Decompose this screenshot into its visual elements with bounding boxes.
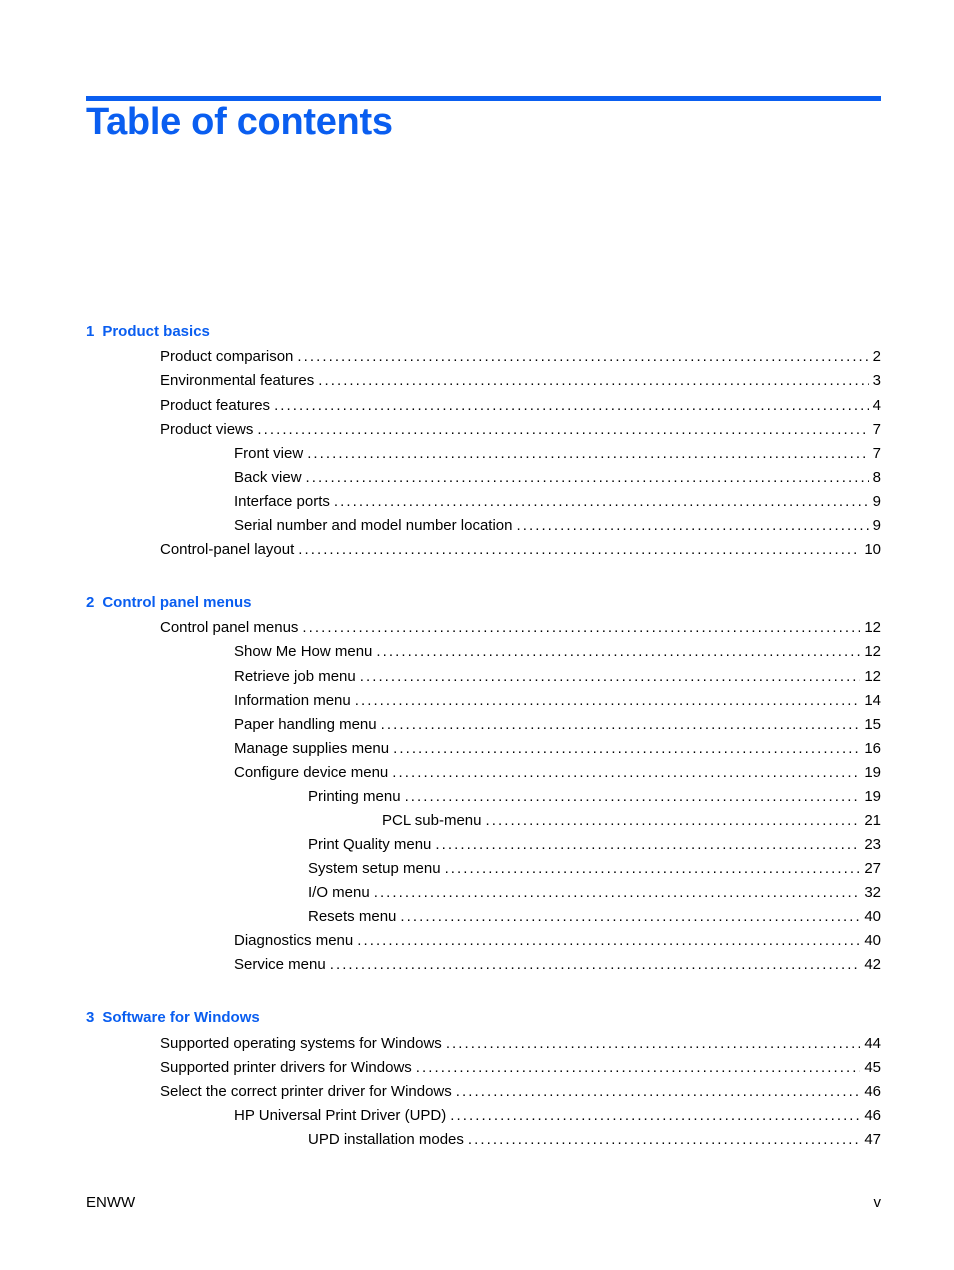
- dot-leader: [374, 884, 861, 902]
- toc-entry-title: I/O menu: [308, 884, 374, 902]
- toc-page-number: 16: [864, 740, 881, 757]
- dot-leader: [297, 348, 868, 366]
- toc-page-number: 9: [872, 517, 881, 534]
- dot-leader: [274, 397, 869, 415]
- toc-page-number: 7: [872, 445, 881, 462]
- toc-entry[interactable]: [308, 860, 881, 878]
- dot-leader: [517, 517, 869, 535]
- toc-entry[interactable]: [234, 517, 881, 535]
- toc-page-number: 2: [872, 348, 881, 365]
- toc-entry-title: UPD installation modes: [308, 1131, 468, 1149]
- chapter-heading[interactable]: [86, 594, 252, 611]
- toc-entry-title: HP Universal Print Driver (UPD): [234, 1107, 450, 1125]
- toc-entry[interactable]: [234, 932, 881, 950]
- toc-entry[interactable]: [160, 372, 881, 390]
- toc-entry-title: Product views: [160, 421, 257, 439]
- toc-entry-title: Control panel menus: [160, 619, 302, 637]
- toc-entry-title: System setup menu: [308, 860, 445, 878]
- toc-page-number: 12: [864, 643, 881, 660]
- toc-page-number: 7: [872, 421, 881, 438]
- dot-leader: [486, 812, 861, 830]
- dot-leader: [376, 643, 860, 661]
- toc-page-number: 27: [864, 860, 881, 877]
- toc-entry[interactable]: [234, 469, 881, 487]
- toc-page-number: 47: [864, 1131, 881, 1148]
- toc-entry[interactable]: [234, 764, 881, 782]
- dot-leader: [355, 692, 861, 710]
- chapter-heading[interactable]: [86, 1009, 260, 1026]
- dot-leader: [302, 619, 860, 637]
- dot-leader: [306, 469, 869, 487]
- dot-leader: [334, 493, 869, 511]
- toc-entry[interactable]: [234, 445, 881, 463]
- toc-page-number: 9: [872, 493, 881, 510]
- toc-entry[interactable]: [234, 740, 881, 758]
- dot-leader: [405, 788, 861, 806]
- toc-page-number: 19: [864, 764, 881, 781]
- toc-entry[interactable]: [234, 716, 881, 734]
- dot-leader: [392, 764, 860, 782]
- chapter-title: Software for Windows: [102, 1009, 260, 1026]
- toc-entry-title: Serial number and model number location: [234, 517, 517, 535]
- toc-entry[interactable]: [160, 397, 881, 415]
- toc-page-number: 45: [864, 1059, 881, 1076]
- footer-left: ENWW: [86, 1194, 136, 1211]
- toc-entry[interactable]: [234, 1107, 881, 1125]
- toc-entry[interactable]: [234, 643, 881, 661]
- toc-entry-title: Back view: [234, 469, 306, 487]
- toc-entry-title: Supported operating systems for Windows: [160, 1035, 446, 1053]
- toc-entry[interactable]: [308, 836, 881, 854]
- toc-entry[interactable]: [234, 692, 881, 710]
- chapter-title: Product basics: [102, 323, 210, 340]
- toc-entry-title: Service menu: [234, 956, 330, 974]
- toc-entry-title: Supported printer drivers for Windows: [160, 1059, 416, 1077]
- dot-leader: [446, 1035, 861, 1053]
- toc-entry-title: Front view: [234, 445, 307, 463]
- toc-entry-title: Show Me How menu: [234, 643, 376, 661]
- dot-leader: [400, 908, 860, 926]
- toc-page-number: 23: [864, 836, 881, 853]
- chapter-number: 1: [86, 323, 95, 340]
- toc-entry-title: Manage supplies menu: [234, 740, 393, 758]
- chapter-title: Control panel menus: [102, 594, 252, 611]
- chapter-heading[interactable]: [86, 323, 210, 340]
- toc-page-number: 44: [864, 1035, 881, 1052]
- dot-leader: [393, 740, 860, 758]
- dot-leader: [307, 445, 868, 463]
- toc-page-number: 21: [864, 812, 881, 829]
- chapter-number: 3: [86, 1009, 95, 1026]
- toc-entry[interactable]: [160, 619, 881, 637]
- toc-page-number: 10: [864, 541, 881, 558]
- toc-entry[interactable]: [160, 1059, 881, 1077]
- toc-page-number: 3: [872, 372, 881, 389]
- dot-leader: [416, 1059, 861, 1077]
- footer-page-number: v: [873, 1194, 881, 1211]
- dot-leader: [456, 1083, 861, 1101]
- chapter-number: 2: [86, 594, 95, 611]
- toc-entry[interactable]: [234, 956, 881, 974]
- toc-entry[interactable]: [160, 421, 881, 439]
- toc-entry[interactable]: [160, 1083, 881, 1101]
- toc-entry-title: Print Quality menu: [308, 836, 435, 854]
- toc-page-number: 32: [864, 884, 881, 901]
- toc-entry-title: Resets menu: [308, 908, 400, 926]
- dot-leader: [468, 1131, 860, 1149]
- toc-entry[interactable]: [382, 812, 881, 830]
- toc-entry[interactable]: [308, 884, 881, 902]
- toc-entry-title: Control-panel layout: [160, 541, 298, 559]
- toc-page-number: 12: [864, 668, 881, 685]
- dot-leader: [357, 932, 860, 950]
- toc-page-number: 4: [872, 397, 881, 414]
- toc-page-number: 40: [864, 932, 881, 949]
- toc-entry[interactable]: [160, 348, 881, 366]
- dot-leader: [298, 541, 860, 559]
- toc-entry[interactable]: [308, 908, 881, 926]
- toc-entry-title: Configure device menu: [234, 764, 392, 782]
- toc-entry-title: Diagnostics menu: [234, 932, 357, 950]
- dot-leader: [445, 860, 861, 878]
- toc-entry-title: PCL sub-menu: [382, 812, 486, 830]
- toc-entry-title: Printing menu: [308, 788, 405, 806]
- dot-leader: [381, 716, 861, 734]
- toc-entry-title: Environmental features: [160, 372, 318, 390]
- toc-page-number: 14: [864, 692, 881, 709]
- toc-page-number: 46: [864, 1107, 881, 1124]
- toc-entry[interactable]: [234, 668, 881, 686]
- toc-entry[interactable]: [160, 1035, 881, 1053]
- toc-entry[interactable]: [160, 541, 881, 559]
- toc-entry-title: Retrieve job menu: [234, 668, 360, 686]
- toc-page-number: 46: [864, 1083, 881, 1100]
- toc-page-number: 42: [864, 956, 881, 973]
- dot-leader: [257, 421, 868, 439]
- toc-entry-title: Product features: [160, 397, 274, 415]
- dot-leader: [360, 668, 861, 686]
- toc-page-number: 8: [872, 469, 881, 486]
- toc-page-number: 19: [864, 788, 881, 805]
- toc-entry-title: Paper handling menu: [234, 716, 381, 734]
- toc-entry-title: Product comparison: [160, 348, 297, 366]
- dot-leader: [435, 836, 860, 854]
- dot-leader: [318, 372, 868, 390]
- toc-entry[interactable]: [308, 788, 881, 806]
- dot-leader: [330, 956, 861, 974]
- toc-entry[interactable]: [308, 1131, 881, 1149]
- toc-entry-title: Information menu: [234, 692, 355, 710]
- toc-page-number: 40: [864, 908, 881, 925]
- toc-page-number: 12: [864, 619, 881, 636]
- toc-page-number: 15: [864, 716, 881, 733]
- dot-leader: [450, 1107, 860, 1125]
- page-title: Table of contents: [86, 101, 393, 143]
- toc-entry-title: Select the correct printer driver for Windows: [160, 1083, 456, 1101]
- toc-entry[interactable]: [234, 493, 881, 511]
- toc-entry-title: Interface ports: [234, 493, 334, 511]
